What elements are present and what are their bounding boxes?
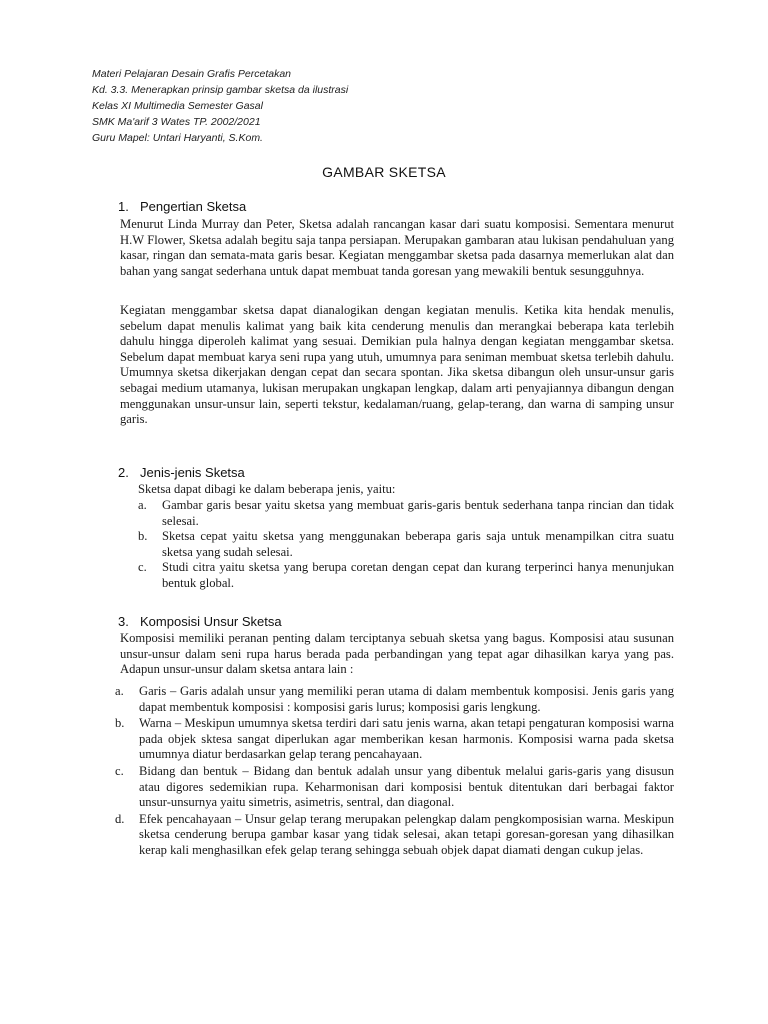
list-item: [138, 498, 674, 529]
list-item-marker: a.: [138, 498, 147, 512]
list-item: [138, 529, 674, 560]
header-line-teacher: Guru Mapel: Untari Haryanti, S.Kom.: [92, 132, 263, 144]
list-item-marker: b.: [115, 716, 125, 731]
list-item: [115, 684, 674, 715]
list-item: [115, 716, 674, 763]
section-2-intro: Sketsa dapat dibagi ke dalam beberapa jenis, yaitu:: [138, 482, 396, 496]
list-item-text: Garis – Garis adalah unsur yang memiliki peran utama di dalam membentuk komposisi. Jenis garis yang dapat membentuk komposisi : komposisi garis lurus; komposisi garis lengkung.: [139, 684, 674, 714]
list-item-marker: b.: [138, 529, 148, 544]
section-3-title: Komposisi Unsur Sketsa: [140, 614, 282, 629]
list-item-marker: c.: [138, 560, 147, 575]
list-item-text: Gambar garis besar yaitu sketsa yang membuat garis-garis bentuk sederhana tanpa rincian dan tidak selesai.: [162, 498, 674, 528]
section-3-intro: Komposisi memiliki peranan penting dalam terciptanya sebuah sketsa yang bagus. Komposisi atau susunan unsur-unsur dalam seni rupa harus berada pada perbandingan yang tepat agar dihasilkan karya yang pas. Adapun unsur-unsur dalam sketsa antara lain :: [120, 631, 674, 677]
header-line-class: Kelas XI Multimedia Semester Gasal: [92, 100, 263, 112]
list-item-marker: d.: [115, 811, 125, 826]
list-item: [138, 560, 674, 591]
page-title: GAMBAR SKETSA: [322, 164, 446, 180]
section-3-list: [115, 684, 674, 860]
section-1-number: 1.: [118, 199, 129, 214]
list-item-text: Bidang dan bentuk – Bidang dan bentuk adalah unsur yang dibentuk melalui garis-garis yang disusun atau digores sedemikian rupa. Keharmonisan dari komposisi bentuk ditentukan dari berbagai faktor unsur-unsurnya yaitu simetris, asimetris, sentral, dan diagonal.: [139, 763, 674, 810]
list-item: [115, 764, 674, 811]
section-1-title: Pengertian Sketsa: [140, 199, 247, 214]
section-2-number: 2.: [118, 465, 129, 480]
header-line-kd: Kd. 3.3. Menerapkan prinsip gambar sketsa da ilustrasi: [92, 84, 349, 96]
section-3-heading: [118, 614, 282, 629]
section-1-paragraph-2: Kegiatan menggambar sketsa dapat dianalogikan dengan kegiatan menulis. Ketika kita hendak menulis, sebelum dapat menulis kalimat yang baik kita cenderung menulis dan merangkai beberapa kata terlebih dahulu hingga diperoleh kalimat yang sesuai. Demikian pula halnya dengan kegiatan menggambar sketsa. Sebelum dapat membuat karya seni rupa yang utuh, umumnya para seniman membuat sketsa terlebih dahulu. Umumnya sketsa dikerjakan dengan cepat dan secara spontan. Jika sketsa dibangun oleh unsur-unsur garis sebagai medium utamanya, lukisan merupakan ungkapan lengkap, dalam arti penyajiannya dibangun dengan menggunakan unsur-unsur lain, seperti tekstur, kedalaman/ruang, gelap-terang, dan warna di samping unsur garis.: [120, 303, 674, 427]
document-header: [92, 66, 348, 146]
header-line-school: SMK Ma'arif 3 Wates TP. 2002/2021: [92, 116, 261, 128]
list-item-text: Warna – Meskipun umumnya sketsa terdiri dari satu jenis warna, akan tetapi pengaturan komposisi warna pada objek sktesa sangat diperlukan agar memberikan kesan harmonis. Komposisi warna pada sketsa umumnya diatur berdasarkan gelap terang pencahayaan.: [139, 716, 674, 762]
section-1-heading: [118, 199, 246, 214]
list-item-text: Sketsa cepat yaitu sketsa yang menggunakan beberapa garis saja untuk menampilkan citra suatu sketsa yang sudah selesai.: [162, 529, 674, 559]
list-item-marker: c.: [115, 763, 124, 778]
list-item-text: Studi citra yaitu sketsa yang berupa coretan dengan cepat dan kurang terperinci hanya menunjukan bentuk global.: [162, 560, 674, 590]
section-1-paragraph-1: Menurut Linda Murray dan Peter, Sketsa adalah rancangan kasar dari suatu komposisi. Sementara menurut H.W Flower, Sketsa adalah begitu saja tanpa persiapan. Merupakan gambaran atau lukisan pendahuluan yang kasar, ringan dan semata-mata garis besar. Kegiatan menggambar sketsa pada dasarnya memerlukan alat dan bahan yang sangat sederhana untuk dapat membuat tanda goresan yang mewakili bentuk sesungguhnya.: [120, 217, 674, 278]
section-2-title: Jenis-jenis Sketsa: [140, 465, 245, 480]
header-line-subject: Materi Pelajaran Desain Grafis Percetakan: [92, 68, 292, 80]
section-3-number: 3.: [118, 614, 129, 629]
list-item: [115, 812, 674, 859]
section-2-list: [138, 498, 674, 592]
list-item-marker: a.: [115, 684, 124, 698]
list-item-text: Efek pencahayaan – Unsur gelap terang merupakan pelengkap dalam pengkomposisian warna. Meskipun sketsa cenderung berupa gambar kasar yang tidak selesai, akan tetapi goresan-goresan yang dihasilkan kerap kali menghasilkan efek gelap terang sehingga sebuah objek dapat diamati dengan cukup jelas.: [139, 811, 674, 857]
section-2-heading: [118, 465, 245, 480]
